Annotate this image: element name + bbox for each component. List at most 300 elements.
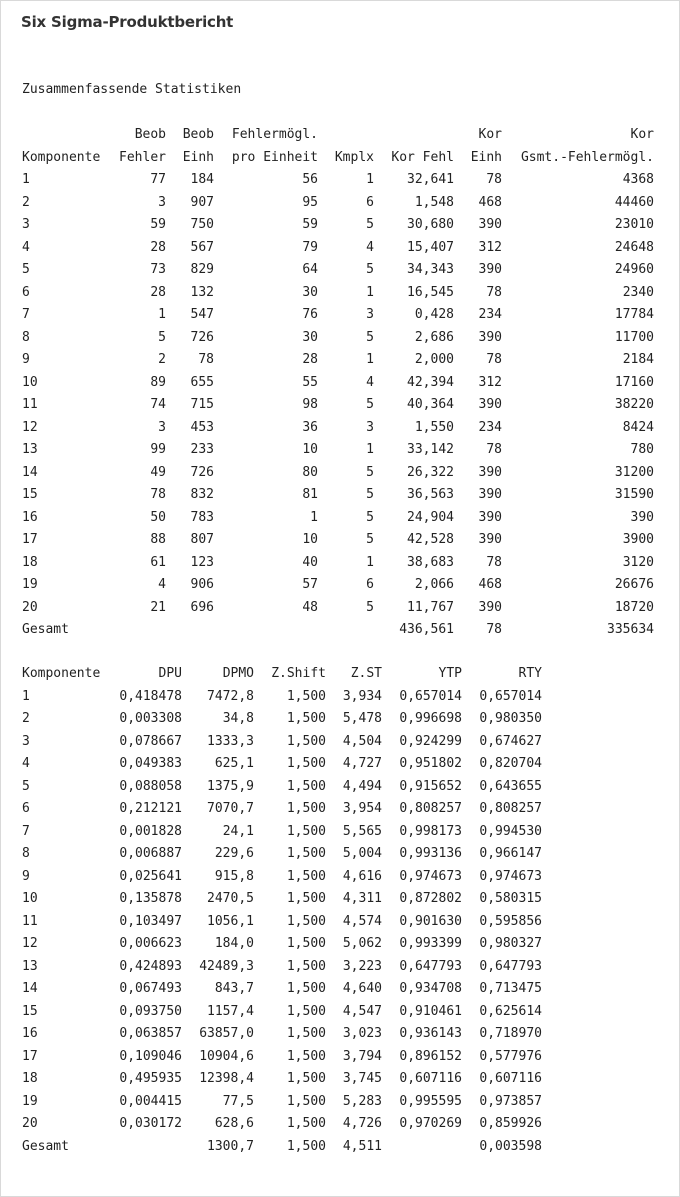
table-cell: 24,1 xyxy=(222,823,254,839)
table-cell: 0,003598 xyxy=(479,1138,542,1154)
table-cell: 28 xyxy=(150,239,166,255)
table-row xyxy=(22,484,654,507)
table-row xyxy=(22,417,654,440)
table-cell: 0,025641 xyxy=(119,868,182,884)
table-cell: 28 xyxy=(150,284,166,300)
table-cell: 1 xyxy=(158,307,166,322)
table-cell: 390 xyxy=(478,599,502,615)
table-cell: 15 xyxy=(22,487,38,502)
table-header-row xyxy=(22,663,542,686)
table-row xyxy=(22,552,654,575)
table-cell: 0,063857 xyxy=(119,1026,182,1041)
table-cell: 0,998173 xyxy=(399,823,462,839)
table-row xyxy=(22,956,542,979)
table-cell: 2,066 xyxy=(414,577,454,592)
table-cell: 3 xyxy=(366,419,374,435)
table-row xyxy=(22,529,654,552)
table-cell xyxy=(318,619,374,642)
column-header: Kmplx xyxy=(334,149,374,165)
table-cell: 1,500 xyxy=(286,1048,326,1064)
table-row xyxy=(22,933,542,956)
table-cell: 1 xyxy=(366,442,374,457)
table-cell: 4368 xyxy=(622,172,654,187)
table-cell: 5 xyxy=(158,329,166,345)
table-cell: 8424 xyxy=(622,419,654,435)
table-cell: 390 xyxy=(630,509,654,525)
table-cell: 98 xyxy=(302,397,318,412)
table-cell: 95 xyxy=(302,194,318,210)
table-cell: 0,006623 xyxy=(119,936,182,951)
table-cell: 6 xyxy=(22,801,30,816)
table-cell: 184,0 xyxy=(214,936,254,951)
column-header: Fehlermögl. xyxy=(231,127,318,142)
table-cell: 31590 xyxy=(614,487,654,502)
table-header-row xyxy=(22,147,654,170)
table-cell: 2340 xyxy=(622,284,654,300)
table-cell: 30 xyxy=(302,284,318,300)
table-cell: 5 xyxy=(366,487,374,502)
table-cell: 915,8 xyxy=(214,868,254,884)
table-cell: 0,974673 xyxy=(479,868,542,884)
table-cell: 468 xyxy=(478,194,502,210)
table-cell: 9 xyxy=(22,352,30,367)
column-header: Kor xyxy=(630,127,654,142)
table-cell: 11 xyxy=(22,913,38,929)
table-cell: 655 xyxy=(190,374,214,390)
table-cell: 1375,9 xyxy=(207,778,254,794)
table-cell: 4,727 xyxy=(342,756,382,771)
table-cell: 34,8 xyxy=(222,711,254,726)
table-cell: 18720 xyxy=(614,599,654,615)
table-cell: 77 xyxy=(150,172,166,187)
table-cell: 24,904 xyxy=(407,509,454,525)
table-cell: 1,500 xyxy=(286,688,326,704)
table-cell: 390 xyxy=(478,329,502,345)
table-cell: 0,647793 xyxy=(479,958,542,974)
table-cell: 1,500 xyxy=(286,1026,326,1041)
table-cell: 0,718970 xyxy=(479,1026,542,1041)
table-cell: 0,103497 xyxy=(119,913,182,929)
table-cell: 17 xyxy=(22,532,38,547)
table-cell: 81 xyxy=(302,487,318,502)
table-cell: 4,311 xyxy=(342,891,382,906)
table-cell: 2 xyxy=(22,194,30,210)
table-cell: 4,616 xyxy=(342,868,382,884)
column-header xyxy=(22,124,102,147)
table-cell: 40,364 xyxy=(407,397,454,412)
table-cell: 625,1 xyxy=(214,756,254,771)
table-cell: 696 xyxy=(190,599,214,615)
table-row xyxy=(22,866,542,889)
table-cell: 1,500 xyxy=(286,1071,326,1086)
table-cell: 0,872802 xyxy=(399,891,462,906)
table-cell: 1,500 xyxy=(286,1093,326,1109)
table-cell: 390 xyxy=(478,217,502,232)
table-row xyxy=(22,394,654,417)
table-cell: 1,500 xyxy=(286,936,326,951)
table-row xyxy=(22,731,542,754)
table-cell: 390 xyxy=(478,532,502,547)
table-cell: 1 xyxy=(22,172,30,187)
table-row xyxy=(22,574,654,597)
table-cell: 59 xyxy=(150,217,166,232)
table-row xyxy=(22,911,542,934)
table-cell: 18 xyxy=(22,1071,38,1086)
table-cell: 11,767 xyxy=(407,599,454,615)
table-row xyxy=(22,978,542,1001)
table-cell: 50 xyxy=(150,509,166,525)
table-cell: 3,794 xyxy=(342,1048,382,1064)
table-cell: 312 xyxy=(478,374,502,390)
table-cell: 0,049383 xyxy=(119,756,182,771)
column-header: DPU xyxy=(158,666,182,681)
table-cell: 0,078667 xyxy=(119,733,182,749)
table-row xyxy=(22,686,542,709)
table-row xyxy=(22,708,542,731)
table-cell: 4,726 xyxy=(342,1116,382,1131)
table-cell: 750 xyxy=(190,217,214,232)
table-cell: 0,595856 xyxy=(479,913,542,929)
table-cell: 0,607116 xyxy=(479,1071,542,1086)
table-cell: 390 xyxy=(478,487,502,502)
table-row xyxy=(22,776,542,799)
table-cell: 0,966147 xyxy=(479,846,542,861)
table-row xyxy=(22,1023,542,1046)
table-cell: 26,322 xyxy=(407,464,454,480)
table-cell: 0,924299 xyxy=(399,733,462,749)
column-header: DPMO xyxy=(222,666,254,681)
table-cell: 5,283 xyxy=(342,1093,382,1109)
table-cell: 59 xyxy=(302,217,318,232)
table-cell: 4 xyxy=(22,239,30,255)
table-row xyxy=(22,507,654,530)
table-cell: 2 xyxy=(22,711,30,726)
table-cell: 3 xyxy=(366,307,374,322)
table-cell: 78 xyxy=(150,487,166,502)
table-cell: 34,343 xyxy=(407,262,454,277)
summary-statistics-table xyxy=(22,124,654,642)
table-cell: 20 xyxy=(22,1116,38,1131)
table-cell: 4 xyxy=(366,239,374,255)
table-cell: 1,500 xyxy=(286,801,326,816)
table-cell: 78 xyxy=(486,284,502,300)
table-cell: 16 xyxy=(22,509,38,525)
table-cell: 1,500 xyxy=(286,868,326,884)
table-cell: 5 xyxy=(366,262,374,277)
table-cell: 0,915652 xyxy=(399,778,462,794)
table-cell: 780 xyxy=(630,442,654,457)
table-cell: 0,495935 xyxy=(119,1071,182,1086)
table-cell: 99 xyxy=(150,442,166,457)
table-cell: 21 xyxy=(150,599,166,615)
table-cell: 5 xyxy=(366,329,374,345)
table-cell: 11 xyxy=(22,397,38,412)
table-cell: 0,974673 xyxy=(399,868,462,884)
table-cell: 28 xyxy=(302,352,318,367)
table-row xyxy=(22,259,654,282)
table-cell: 3,745 xyxy=(342,1071,382,1086)
table-cell: 3,023 xyxy=(342,1026,382,1041)
table-cell: 5 xyxy=(366,532,374,547)
table-cell: 0,713475 xyxy=(479,981,542,996)
table-cell: 1,500 xyxy=(286,823,326,839)
table-row xyxy=(22,237,654,260)
table-cell: 4,640 xyxy=(342,981,382,996)
table-cell: 0,004415 xyxy=(119,1093,182,1109)
table-cell: 1,550 xyxy=(414,419,454,435)
table-cell: 10904,6 xyxy=(199,1048,254,1064)
table-cell: 14 xyxy=(22,981,38,996)
table-cell: 3 xyxy=(158,194,166,210)
table-cell: 5 xyxy=(22,262,30,277)
table-row xyxy=(22,753,542,776)
table-cell: 2470,5 xyxy=(207,891,254,906)
table-cell: 16 xyxy=(22,1026,38,1041)
table-cell: 234 xyxy=(478,307,502,322)
table-cell: 0,980350 xyxy=(479,711,542,726)
table-cell: 77,5 xyxy=(222,1093,254,1109)
table-cell: 0,418478 xyxy=(119,688,182,704)
table-cell: 2184 xyxy=(622,352,654,367)
table-cell: 0,625614 xyxy=(479,1003,542,1019)
table-cell: 3 xyxy=(22,733,30,749)
table-cell: 906 xyxy=(190,577,214,592)
table-cell: 0,580315 xyxy=(479,891,542,906)
table-cell: 6 xyxy=(366,194,374,210)
table-cell: 390 xyxy=(478,262,502,277)
table-cell: 0,808257 xyxy=(399,801,462,816)
table-cell: 3,934 xyxy=(342,688,382,704)
table-row xyxy=(22,843,542,866)
table-cell: 0,067493 xyxy=(119,981,182,996)
table-cell: 5,004 xyxy=(342,846,382,861)
table-cell: 123 xyxy=(190,554,214,570)
table-cell: 36,563 xyxy=(407,487,454,502)
table-cell: 78 xyxy=(486,622,502,637)
column-header: Komponente xyxy=(22,149,101,165)
table-cell: 0,006887 xyxy=(119,846,182,861)
table-cell: 38,683 xyxy=(407,554,454,570)
table-cell: 17784 xyxy=(614,307,654,322)
table-cell: 19 xyxy=(22,577,38,592)
table-cell: 0,995595 xyxy=(399,1093,462,1109)
table-cell: 1 xyxy=(22,688,30,704)
table-cell: 0,951802 xyxy=(399,756,462,771)
table-cell: 20 xyxy=(22,599,38,615)
table-cell: 0,088058 xyxy=(119,778,182,794)
table-cell: 78 xyxy=(486,554,502,570)
table-cell: 0,093750 xyxy=(119,1003,182,1019)
table-cell: 1157,4 xyxy=(207,1003,254,1019)
table-cell: 726 xyxy=(190,329,214,345)
table-cell: 468 xyxy=(478,577,502,592)
table-cell: 33,142 xyxy=(407,442,454,457)
table-cell: 17160 xyxy=(614,374,654,390)
table-cell: 44460 xyxy=(614,194,654,210)
table-cell: 0,936143 xyxy=(399,1026,462,1041)
table-row xyxy=(22,372,654,395)
table-cell: 6 xyxy=(22,284,30,300)
table-cell: 0,424893 xyxy=(119,958,182,974)
table-cell: 31200 xyxy=(614,464,654,480)
table-cell xyxy=(382,1136,462,1159)
table-cell: 12 xyxy=(22,936,38,951)
table-row xyxy=(22,1068,542,1091)
table-row xyxy=(22,1001,542,1024)
table-cell: 5 xyxy=(366,217,374,232)
table-cell: 0,428 xyxy=(414,307,454,322)
table-cell: 0,820704 xyxy=(479,756,542,771)
table-cell: 0,657014 xyxy=(399,688,462,704)
table-cell: 1,500 xyxy=(286,756,326,771)
table-cell: 14 xyxy=(22,464,38,480)
table-cell: 0,030172 xyxy=(119,1116,182,1131)
column-header: Z.ST xyxy=(350,666,382,681)
table-cell: 10 xyxy=(302,532,318,547)
table-cell: 1,548 xyxy=(414,194,454,210)
table-cell: 715 xyxy=(190,397,214,412)
table-cell: 89 xyxy=(150,374,166,390)
table-row xyxy=(22,821,542,844)
column-header: Einh xyxy=(182,149,214,165)
table-cell: 12 xyxy=(22,419,38,435)
table-cell: 0,674627 xyxy=(479,733,542,749)
table-cell: 57 xyxy=(302,577,318,592)
table-cell: 24960 xyxy=(614,262,654,277)
table-cell: 3900 xyxy=(622,532,654,547)
table-cell: 1,500 xyxy=(286,1116,326,1131)
table-cell: 7 xyxy=(22,823,30,839)
table-cell: 1 xyxy=(366,172,374,187)
column-header: Kor xyxy=(478,127,502,142)
table-cell: 5 xyxy=(366,464,374,480)
table-cell: 1,500 xyxy=(286,958,326,974)
table-cell: 73 xyxy=(150,262,166,277)
table-cell: 0,859926 xyxy=(479,1116,542,1131)
table-cell: 5,478 xyxy=(342,711,382,726)
table-row xyxy=(22,214,654,237)
table-cell xyxy=(214,619,318,642)
table-cell: 88 xyxy=(150,532,166,547)
table-cell: 0,003308 xyxy=(119,711,182,726)
column-header xyxy=(374,124,454,147)
table-cell: 42,528 xyxy=(407,532,454,547)
table-cell: 783 xyxy=(190,509,214,525)
table-cell: 56 xyxy=(302,172,318,187)
table-cell: 2 xyxy=(158,352,166,367)
table-cell: 229,6 xyxy=(214,846,254,861)
table-cell: 335634 xyxy=(607,622,654,637)
table-cell xyxy=(102,619,166,642)
table-cell: 7472,8 xyxy=(207,688,254,704)
column-header: pro Einheit xyxy=(231,149,318,165)
column-header xyxy=(318,124,374,147)
table-cell: 8 xyxy=(22,846,30,861)
table-cell: 23010 xyxy=(614,217,654,232)
table-cell: 5 xyxy=(366,599,374,615)
table-row xyxy=(22,1113,542,1136)
table-cell: 0,607116 xyxy=(399,1071,462,1086)
table-row xyxy=(22,462,654,485)
table-cell: 4,504 xyxy=(342,733,382,749)
table-cell xyxy=(166,619,214,642)
column-header: Beob xyxy=(134,127,166,142)
table-cell: 1 xyxy=(366,284,374,300)
table-cell: 4 xyxy=(158,577,166,592)
table-cell: 18 xyxy=(22,554,38,570)
table-cell: 829 xyxy=(190,262,214,277)
table-cell: 4,511 xyxy=(342,1138,382,1154)
table-cell: 78 xyxy=(198,352,214,367)
table-cell: 5 xyxy=(366,509,374,525)
table-row xyxy=(22,304,654,327)
table-cell: 79 xyxy=(302,239,318,255)
table-cell: 628,6 xyxy=(214,1116,254,1131)
table-cell: 0,993136 xyxy=(399,846,462,861)
table-cell: 7 xyxy=(22,307,30,322)
table-cell: 0,993399 xyxy=(399,936,462,951)
column-header: Beob xyxy=(182,127,214,142)
table-cell: 0,996698 xyxy=(399,711,462,726)
table-cell: 0,980327 xyxy=(479,936,542,951)
table-cell: 48 xyxy=(302,599,318,615)
table-cell: 0,910461 xyxy=(399,1003,462,1019)
table-cell: 1056,1 xyxy=(207,913,254,929)
table-row xyxy=(22,282,654,305)
section-subtitle: Zusammenfassende Statistiken xyxy=(22,82,242,97)
table-cell: 390 xyxy=(478,397,502,412)
column-header: RTY xyxy=(518,666,542,681)
table-cell: Gesamt xyxy=(22,622,69,637)
table-cell: 5,565 xyxy=(342,823,382,839)
column-header: Gsmt.-Fehlermögl. xyxy=(520,149,654,165)
table-cell: 0,001828 xyxy=(119,823,182,839)
table-cell: 78 xyxy=(486,352,502,367)
report-title: Six Sigma-Produktbericht xyxy=(21,13,234,31)
column-header: Kor Fehl xyxy=(391,149,454,165)
table-cell: 19 xyxy=(22,1093,38,1109)
table-cell: 10 xyxy=(22,891,38,906)
table-cell: 1300,7 xyxy=(207,1138,254,1154)
table-cell: 5 xyxy=(22,778,30,794)
column-header: Fehler xyxy=(119,149,166,165)
table-cell: 567 xyxy=(190,239,214,255)
table-cell: 30,680 xyxy=(407,217,454,232)
table-cell: 38220 xyxy=(614,397,654,412)
table-cell: 1333,3 xyxy=(207,733,254,749)
table-cell: 1,500 xyxy=(286,846,326,861)
table-cell: 0,212121 xyxy=(119,801,182,816)
table-cell: 1,500 xyxy=(286,981,326,996)
table-cell: 12398,4 xyxy=(199,1071,254,1086)
table-cell: 76 xyxy=(302,307,318,322)
table-cell: 1 xyxy=(310,509,318,525)
table-cell: 30 xyxy=(302,329,318,345)
table-row xyxy=(22,1091,542,1114)
table-cell: 2,000 xyxy=(414,352,454,367)
table-cell: 234 xyxy=(478,419,502,435)
table-cell: 13 xyxy=(22,442,38,457)
table-cell: 832 xyxy=(190,487,214,502)
table-cell: 15 xyxy=(22,1003,38,1019)
table-cell: 907 xyxy=(190,194,214,210)
table-cell: 390 xyxy=(478,509,502,525)
table-cell: 3 xyxy=(22,217,30,232)
table-cell: 42,394 xyxy=(407,374,454,390)
table-cell: 13 xyxy=(22,958,38,974)
table-cell: 3 xyxy=(158,419,166,435)
sigma-metrics-table xyxy=(22,663,542,1158)
